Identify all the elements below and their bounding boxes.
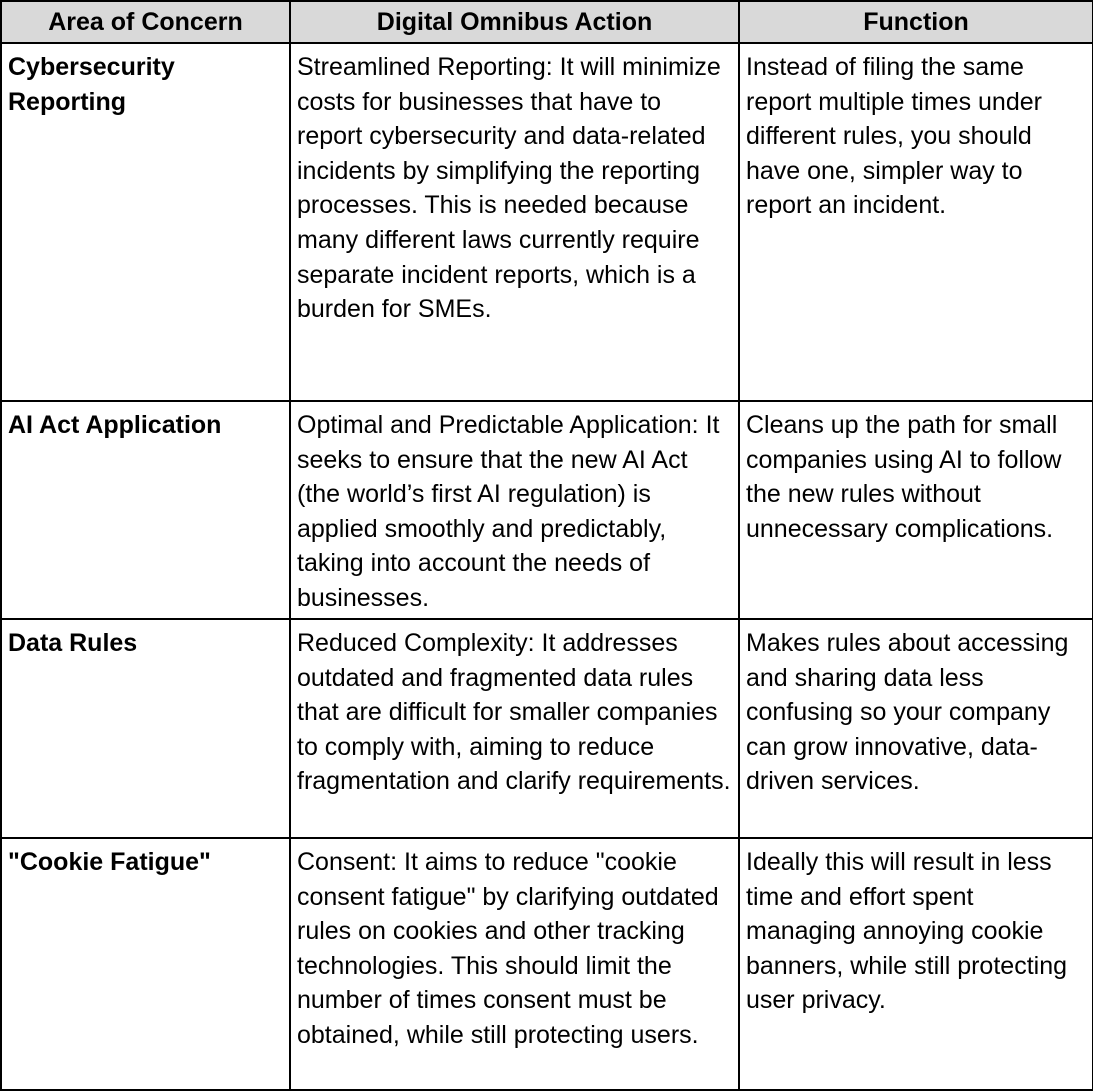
table-row [1, 838, 1093, 1090]
header-digital-omnibus-action: Digital Omnibus Action [290, 1, 739, 43]
concern-cell: Data Rules [1, 619, 290, 838]
action-cell: Optimal and Predictable Application: It seeks to ensure that the new AI Act (the world’s first AI regulation) is applied smoothly and predictably, taking into account the needs of businesses. [290, 401, 739, 619]
function-cell: Cleans up the path for small companies using AI to follow the new rules without unnecessary complications. [739, 401, 1093, 619]
table-row [1, 401, 1093, 619]
table-row [1, 619, 1093, 838]
header-row [1, 1, 1093, 43]
concern-cell: AI Act Application [1, 401, 290, 619]
function-cell: Makes rules about accessing and sharing data less confusing so your company can grow innovative, data-driven services. [739, 619, 1093, 838]
header-function: Function [739, 1, 1093, 43]
header-area-of-concern: Area of Concern [1, 1, 290, 43]
concern-cell: Cybersecurity Reporting [1, 43, 290, 401]
concern-cell: "Cookie Fatigue" [1, 838, 290, 1090]
action-cell: Streamlined Reporting: It will minimize costs for businesses that have to report cybersecurity and data-related incidents by simplifying the reporting processes. This is needed because many different laws currently require separate incident reports, which is a burden for SMEs. [290, 43, 739, 401]
action-cell: Reduced Complexity: It addresses outdated and fragmented data rules that are difficult for smaller companies to comply with, aiming to reduce fragmentation and clarify requirements. [290, 619, 739, 838]
action-cell: Consent: It aims to reduce "cookie consent fatigue" by clarifying outdated rules on cookies and other tracking technologies. This should limit the number of times consent must be obtained, while still protecting users. [290, 838, 739, 1090]
table-row [1, 43, 1093, 401]
function-cell: Ideally this will result in less time and effort spent managing annoying cookie banners, while still protecting user privacy. [739, 838, 1093, 1090]
function-cell: Instead of filing the same report multiple times under different rules, you should have one, simpler way to report an incident. [739, 43, 1093, 401]
